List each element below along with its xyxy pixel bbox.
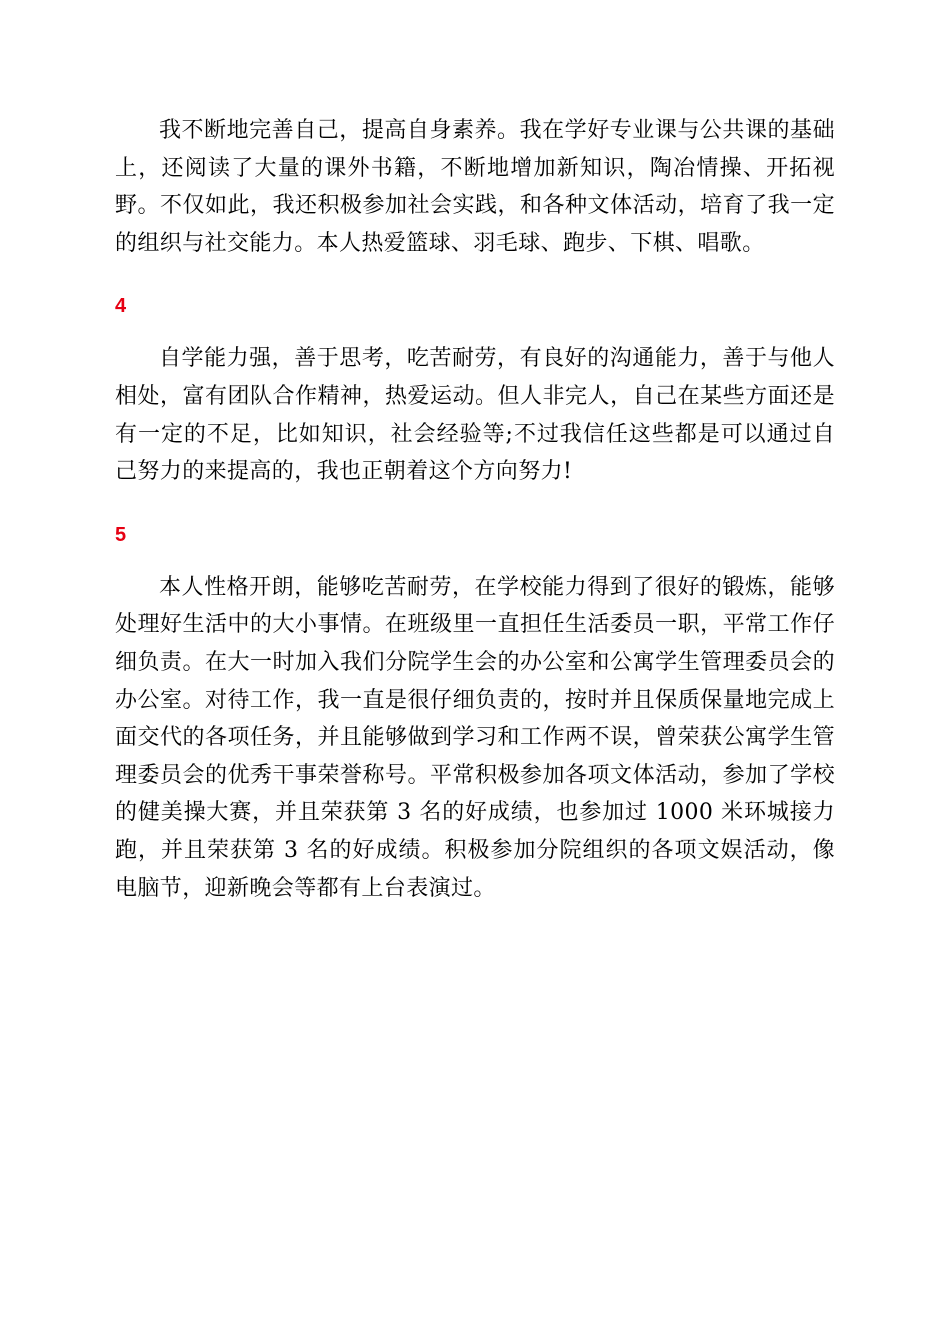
paragraph-section-4: 自学能力强，善于思考，吃苦耐劳，有良好的沟通能力，善于与他人相处，富有团队合作精神，热爱运动。但人非完人，自己在某些方面还是有一定的不足，比如知识，社会经验等;不过我信任这些都是可以通过自己努力的来提高的，我也正朝着这个方向努力! [115, 346, 835, 485]
document-body [115, 112, 835, 907]
section-number-5: 5 [115, 523, 127, 546]
section-number-4: 4 [115, 295, 127, 318]
paragraph-section-5: 本人性格开朗，能够吃苦耐劳，在学校能力得到了很好的锻炼，能够处理好生活中的大小事情。在班级里一直担任生活委员一职，平常工作仔细负责。在大一时加入我们分院学生会的办公室和公寓学生管理委员会的办公室。对待工作，我一直是很仔细负责的，按时并且保质保量地完成上面交代的各项任务，并且能够做到学习和工作两不误，曾荣获公寓学生管理委员会的优秀干事荣誉称号。平常积极参加各项文体活动，参加了学校的健美操大赛，并且荣获第 3 名的好成绩，也参加过 1000 米环城接力跑，并且荣获第 3 名的好成绩。积极参加分院组织的各项文娱活动，像电脑节，迎新晚会等都有上台表演过。 [115, 574, 835, 901]
paragraph-intro: 我不断地完善自己，提高自身素养。我在学好专业课与公共课的基础上，还阅读了大量的课外书籍，不断地增加新知识，陶冶情操、开拓视野。不仅如此，我还积极参加社会实践，和各种文体活动，培育了我一定的组织与社交能力。本人热爱篮球、羽毛球、跑步、下棋、唱歌。 [115, 118, 835, 256]
